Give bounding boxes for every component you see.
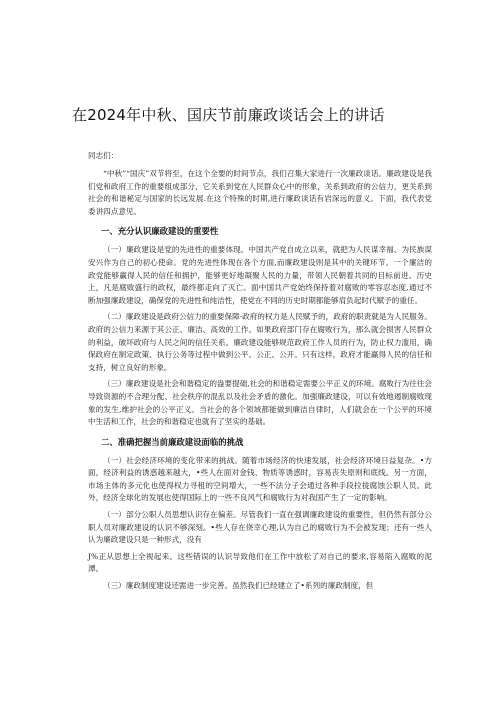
section-2-paragraph-2: （一）部分公职人员思想认识存在偏差。尽管我们一直在强调廉政建设的重要性，但仍然有部分公职人员对廉政建设的认识不够深刻。•些人存在侥幸心理,认为自己的腐败行为不会被发现；还有一些人认为廉政建设只是一种形式，没有 xyxy=(88,510,432,545)
section-heading-1: 一、充分认识廉政建设的重要性 xyxy=(101,226,219,237)
section-heading-2: 二、准确把握当前廉政建设面临的挑战 xyxy=(101,436,244,447)
intro-paragraph: “中秋”“国庆”双节将至，在这个全要的时间节点，我们召集大家进行一次廉政谈话。廉政建设是我们党和政府工作的重要组成部分，它关系到党在人民群众心中的形象，关系到政府的公信力，更关系到社会的和谐秘定与国家的长远发展.在这个特殊的时期,进行廉政谈话有岩深远的意义。下面，我代表党委讲四点意见。 xyxy=(88,169,432,216)
section-2-paragraph-3: （三）廉政制度建设还需进一步完善。虽然我们已经建立了•系列的廉政制度，但 xyxy=(103,581,374,591)
greeting: 同志们： xyxy=(88,151,119,160)
section-1-paragraph-3: （三）廉政建设是社会和谐稳定的盎要提础,社会的和谐稳定需要公平正义的环境。腐败行为往往会导致资源的不合理分配、社会秩序的混乱以及社会矛盾的激化。加强廉政建设，可以有效地遏制腐败现象的发生,维护社会的公平正义。当社会的各个领域都能做到廉洁自律时，人们就会在一个公平的环境中生活和工作，社会的和谐稳定也就有了坚实的基础。 xyxy=(88,379,432,427)
section-1-paragraph-2: （二）廉政建设是政府公信力的重要保障·政府的权力是人民赋予的，政府的职责就是为人民服务。政府的公信力来源于其公正、廉洁、高效的工作。如果政府部门存在腐败行为，那么就会损害人民群众的利益，破坏政府与人民之间的信任关系。廉政建设能够规范政府工作人员的行为，防止权力滥用，确保政府在制定政策、执行公务等过程中做到公平、公正、公开。只有这样，政府才能赢得人民的信任和支持，树立良好的形象。 xyxy=(88,312,432,372)
document-body xyxy=(88,150,432,597)
section-2-paragraph-2-continued: J%正从思想上全视起来。这些错误的认识导致他们在工作中放松了对自己的要求,容易陷入腐败的泥潭。 xyxy=(88,551,432,574)
section-2-paragraph-1: （一）社会经济环境的变化带来的挑战。随着市场经济的快速发展，社会经济环境日益复杂。•方面，经济利益的诱惑越来越大，•些人在面对金钱、物质等诱惑时，容易丧失原则和底线。另一方面，市场主体的多元化也使得权力寻租的空间增大，一些不法分子会通过各种手段拉拢腐蚀公职人员。此外，经济全球化的发展也使得国际上的一些不良风气和腐败行为对我国产生了一定的影响。 xyxy=(88,455,432,503)
section-1-paragraph-1: （一）廉政建设是党的先进性的重要体现。中国共产党自成立以来，就把为人民谋幸福、为民族谋安兴作为自己的初心使命。党的先进性体现在各个方面,而廉政建设则是其中的关键环节。一个廉洁的政党能够赢得人民的信任和拥护，能够更好地凝聚人民的力量，带领人民朝着共同的目标前进。历史上，凡是腐败盛行的政权，最终都走向了灭亡。面中国共产党始终保持着对腐败的零容忍态度,通过不断加强廉政建设，确保党的先进性和纯洁性，使党在不同的历史时期都能够肩负起时代赋予的重任。 xyxy=(88,245,432,305)
document-title: 在2024年中秋、国庆节前廉政谈话会上的讲话 xyxy=(72,106,385,124)
